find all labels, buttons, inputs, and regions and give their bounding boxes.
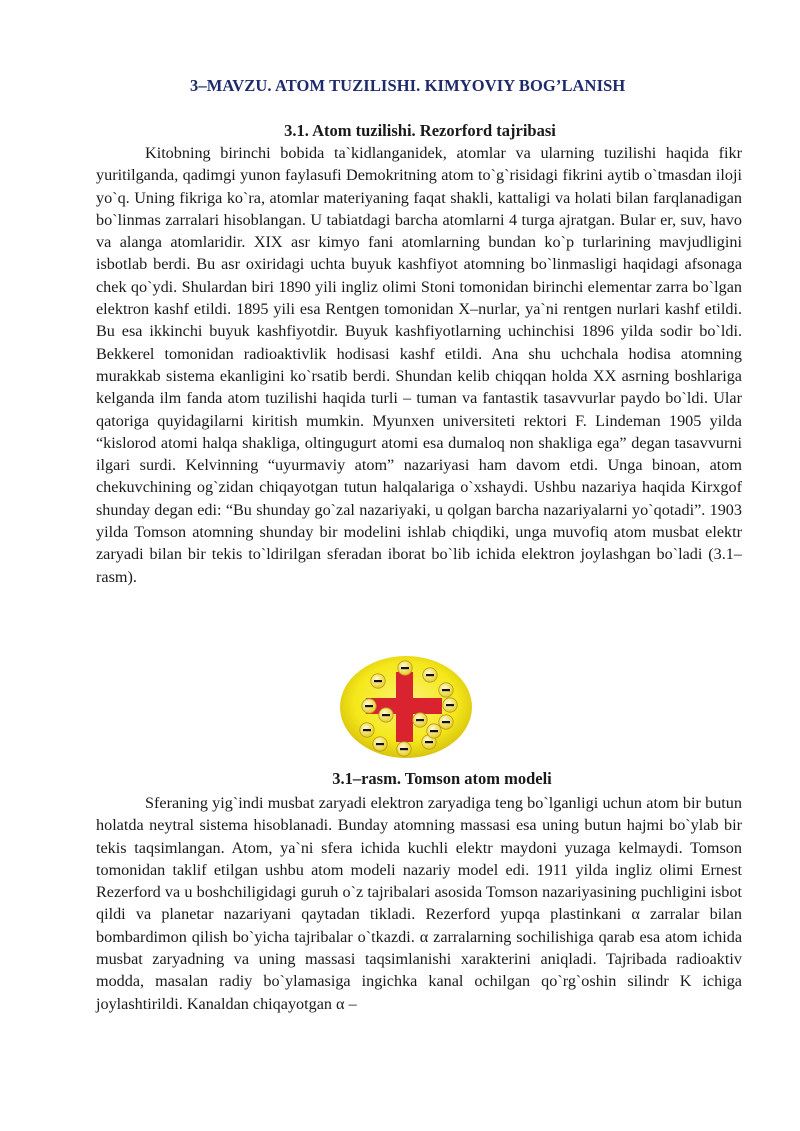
electron-icon [427,724,441,738]
electron-icon [371,674,385,688]
figure-caption: 3.1–rasm. Tomson atom modeli [332,769,552,788]
electron-icon [362,699,376,713]
paragraph-intro: Kitobning birinchi bobida ta`kidlanganidek, atomlar va ularning tuzilishi haqida fikr yuritilganda, qadimgi yunon faylasufi Demokritning atom to`g`risidagi fikrini aytib o`tmasdan iloji yo`q. Uning fikriga ko`ra, atomlar materiyaning faqat shakli, kattaligi va holati bilan farqlanadigan bo`linmas zarralari hisoblangan. U tabiatdagi barcha atomlarni 4 turga ajratgan. Bular er, suv, havo va alanga atomlaridir. XIX asr kimyo fani atomlarning bundan ko`p turlarining mavjudligini isbotlab berdi. Bu asr oxiridagi uchta buyuk kashfiyot atomning bo`linmasligi haqidagi afsonaga chek qo`ydi. Shulardan biri 1890 yili ingliz olimi Stoni tomonidan birinchi elementar zarra bo`lgan elektron kashf etildi. 1895 yili esa Rentgen tomonidan X–nurlar, ya`ni rentgen nurlari kashf etildi. Bu esa ikkinchi buyuk kashfiyotdir. Buyuk kashfiyotlarning uchinchisi 1896 yilda sodir bo`ldi. Bekkerel tomonidan radioaktivlik hodisasi kashf etildi. Ana shu uchchala hodisa atomning murakkab sistema ekanligini ko`rsatib berdi. Shundan kelib chiqqan holda XX asrning boshlariga kelganda ilm fanda atom tuzilishi haqida turli – tuman va fantastik tasavvurlar paydo bo`ldi. Ular qatoriga quyidagilarni kiritish mumkin. Myunxen universiteti rektori F. Lindeman 1905 yilda “kislorod atomi halqa shakliga, oltingugurt atomi esa dumaloq non shakliga ega” degan tasavvurni ilgari surdi. Kelvinning “uyurmaviy atom” nazariyasi ham davom etdi. Unga binoan, atom chekuvchining og`zidan chiqayotgan tutun halqalariga o`xshaydi. Ushbu nazariya haqida Kirxgof shunday degan edi: “Bu shunday go`zal nazariyaki, u qolgan barcha nazariyalarni yo`qotadi”. 1903 yilda Tomson atomning shunday bir modelini ishlab chiqdiki, unga muvofiq atom musbat elektr zaryadi bilan bir tekis to`ldirilgan sferadan iborat bo`lib ichida elektron joylashgan bo`ladi (3.1–rasm). [96,144,742,586]
electron-icon [373,737,387,751]
electron-icon [397,742,411,756]
thomson-atom-figure [338,654,474,760]
electron-icon [398,661,412,675]
topic-title: 3–MAVZU. ATOM TUZILISHI. KIMYOVIY BOG’LANISH [190,76,626,95]
section-heading: 3.1. Atom tuzilishi. Rezorford tajribasi [284,121,556,140]
electron-icon [379,708,393,722]
electron-icon [423,668,437,682]
electron-icon [439,715,453,729]
electron-icon [360,723,374,737]
electron-icon [443,698,457,712]
thomson-model-illustration [338,654,474,760]
electron-icon [413,713,427,727]
electron-icon [439,683,453,697]
paragraph-rutherford: Sferaning yig`indi musbat zaryadi elektron zaryadiga teng bo`lganligi uchun atom bir butun holatda neytral sistema hisoblanadi. Bunday atomning massasi esa uning butun hajmi bo`ylab bir tekis taqsimlangan. Atom, ya`ni sfera ichida kuchli elektr maydoni yuzaga kelmaydi. Tomson tomonidan taklif etilgan ushbu atom modeli nazariy model edi. 1911 yilda ingliz olimi Ernest Rezerford va u boshchiligidagi guruh o`z tajribalari asosida Tomson nazariyasining puchligini isbot qildi va planetar nazariyani qaytadan tikladi. Rezerford yupqa plastinkani α zarralar bilan bombardimon qilish bo`yicha tajribalar o`tkazdi. α zarralarning sochilishiga qarab esa atom ichida musbat zaryadning va uning massasi taqsimlanishi xarakterini aniqladi. Tajribada radioaktiv modda, masalan radiy bo`ylamasiga ingichka kanal ochilgan qo`rg`oshin silindr K ichiga joylashtirildi. Kanaldan chiqayotgan α – [96,794,742,1013]
